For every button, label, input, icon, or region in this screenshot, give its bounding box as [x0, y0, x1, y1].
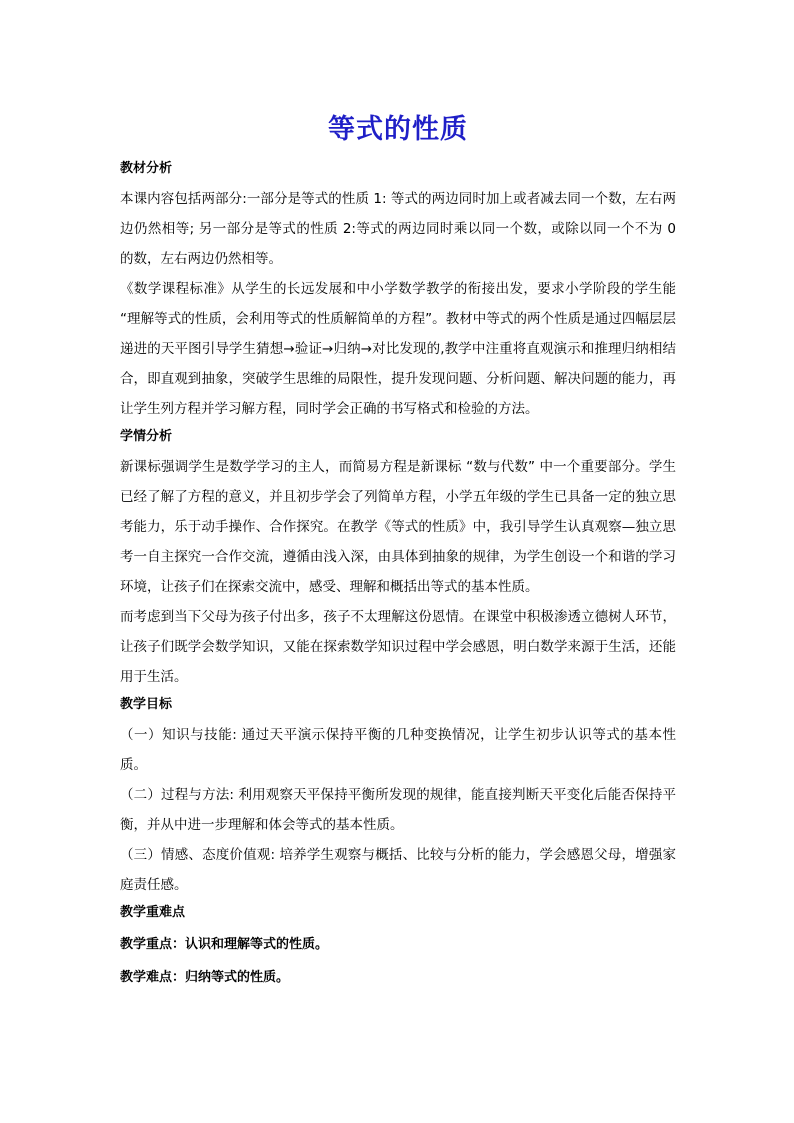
body-paragraph: （二）过程与方法: 利用观察天平保持平衡所发现的规律，能直接判断天平变化后能否保持平衡，并从中进一步理解和体会等式的基本性质。 [120, 787, 676, 833]
section-heading: 学情分析 [120, 429, 173, 444]
body-paragraph: 新课标强调学生是数学学习的主人，而简易方程是新课标 “数与代数” 中一个重要部分。学生已经了解了方程的意义，并且初步学会了列简单方程，小学五年级的学生已具备一定的独立思考能力，乐于动手操作、合作探究。在教学《等式的性质》中，我引导学生认真观察—独立思考一自主探究一合作交流，遵循由浅入深，由具体到抽象的规律，为学生创设一个和谐的学习环境，让孩子们在探索交流中，感受、理解和概括出等式的基本性质。 [120, 459, 676, 595]
body-paragraph: （三）情感、态度价值观: 培养学生观察与概括、比较与分析的能力，学会感恩父母，增强家庭责任感。 [120, 847, 676, 893]
document-content [120, 110, 676, 994]
body-paragraph: 而考虑到当下父母为孩子付出多，孩子不太理解这份恩情。在课堂中积极渗透立德树人环节，让孩子们既学会数学知识，又能在探索数学知识过程中学会感恩，明白数学来源于生活，还能用于生活。 [120, 609, 676, 685]
difficulty-line: 教学难点：归纳等式的性质。 [120, 970, 290, 985]
body-paragraph: （一）知识与技能: 通过天平演示保持平衡的几种变换情况，让学生初步认识等式的基本性质。 [120, 727, 676, 773]
section-heading: 教学目标 [120, 697, 173, 712]
section-key-difficulties [120, 900, 676, 994]
section-heading: 教材分析 [120, 161, 173, 176]
body-paragraph: 《数学课程标准》从学生的长远发展和中小学数学教学的衔接出发，要求小学阶段的学生能 “理解等式的性质，会利用等式的性质解简单的方程”。教材中等式的两个性质是通过四幅层层递进的天平图引导学生猜想→验证→归纳→对比发现的,教学中注重将直观演示和推理归纳相结合，即直观到抽象，突破学生思维的局限性，提升发现问题、分析问题、解决问题的能力，再让学生列方程并学习解方程，同时学会正确的书写格式和检验的方法。 [120, 281, 676, 417]
body-paragraph: 本课内容包括两部分:一部分是等式的性质 1: 等式的两边同时加上或者减去同一个数，左右两边仍然相等; 另一部分是等式的性质 2:等式的两边同时乘以同一个数，或除以同一个不为 0 的数，左右两边仍然相等。 [120, 191, 676, 267]
section-textbook-analysis [120, 156, 676, 424]
section-heading: 教学重难点 [120, 905, 186, 920]
section-student-analysis [120, 424, 676, 692]
section-teaching-goals [120, 692, 676, 900]
document-title: 等式的性质 [328, 114, 468, 145]
key-point-line: 教学重点：认识和理解等式的性质。 [120, 937, 329, 952]
